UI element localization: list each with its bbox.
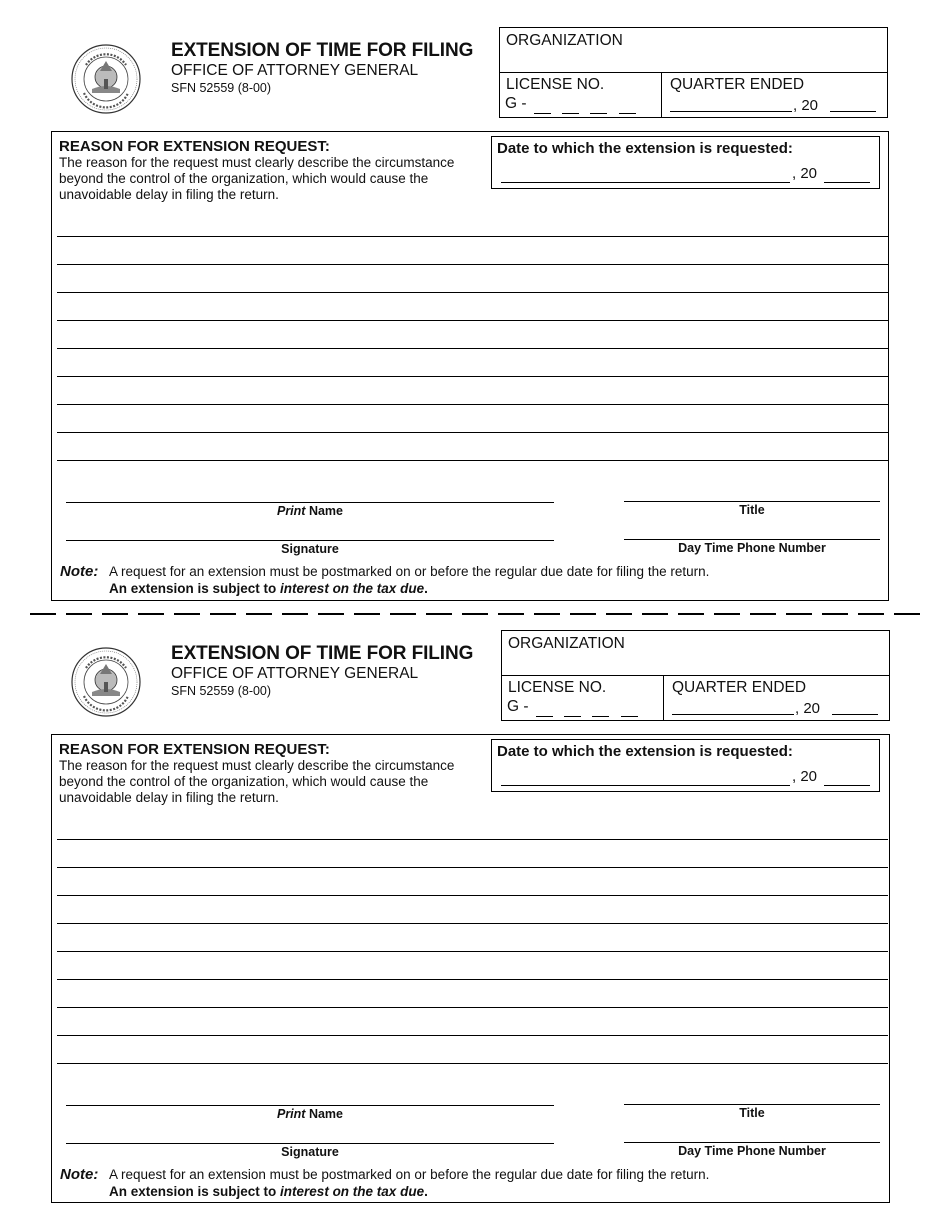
note-label: Note: [60, 563, 99, 580]
signature-line[interactable] [66, 1143, 554, 1144]
extension-year-prefix: , 20 [792, 165, 818, 182]
print-name-line[interactable] [66, 1105, 554, 1106]
extension-date-label: Date to which the extension is requested: [497, 743, 793, 760]
title-line[interactable] [624, 1104, 880, 1105]
title-line[interactable] [624, 501, 880, 502]
reason-instructions: The reason for the request must clearly describe the circumstance beyond the control of the organization, which would cause the unavoidable delay in filing the return. [59, 155, 455, 202]
note-interest-warning: An extension is subject to interest on the tax due. [109, 581, 428, 596]
license-digit-blank[interactable] [562, 113, 579, 114]
reason-line[interactable] [57, 376, 888, 377]
extension-date-blank[interactable] [501, 785, 790, 786]
extension-date-label: Date to which the extension is requested: [497, 140, 793, 157]
extension-year-blank[interactable] [824, 785, 870, 786]
quarter-year-blank[interactable] [832, 714, 878, 715]
quarter-date-blank[interactable] [670, 111, 792, 112]
license-digit-blank[interactable] [534, 113, 551, 114]
note-text: A request for an extension must be postmarked on or before the regular due date for filing the return. [109, 564, 710, 579]
phone-label: Day Time Phone Number [678, 1144, 826, 1158]
form-title: EXTENSION OF TIME FOR FILING [171, 40, 474, 61]
title-label: Title [739, 503, 765, 517]
print-name-label: Print Name [276, 1107, 343, 1121]
license-digit-blank[interactable] [564, 716, 581, 717]
reason-line[interactable] [57, 404, 888, 405]
quarter-date-blank[interactable] [672, 714, 794, 715]
license-prefix: G - [507, 698, 529, 715]
quarter-year-blank[interactable] [830, 111, 876, 112]
reason-line[interactable] [57, 839, 888, 840]
reason-section [51, 734, 890, 1203]
form-number: SFN 52559 (8-00) [171, 81, 272, 95]
reason-line[interactable] [57, 923, 888, 924]
extension-date-box[interactable] [491, 739, 880, 792]
signature-label: Signature [281, 1145, 339, 1159]
quarter-label: QUARTER ENDED [670, 76, 805, 93]
reason-line[interactable] [57, 432, 888, 433]
reason-line[interactable] [57, 979, 888, 980]
organization-label: ORGANIZATION [506, 32, 623, 49]
extension-date-box[interactable] [491, 136, 880, 189]
quarter-year-prefix: , 20 [795, 700, 821, 717]
organization-field[interactable] [502, 631, 889, 676]
license-digit-blank[interactable] [621, 716, 638, 717]
license-digit-blank[interactable] [536, 716, 553, 717]
license-digit-blank[interactable] [590, 113, 607, 114]
quarter-year-prefix: , 20 [793, 97, 819, 114]
license-label: LICENSE NO. [506, 76, 605, 93]
quarter-ended-field[interactable] [664, 676, 889, 720]
license-number-field[interactable] [500, 73, 662, 117]
reason-line[interactable] [57, 895, 888, 896]
organization-label: ORGANIZATION [508, 635, 625, 652]
form-number: SFN 52559 (8-00) [171, 684, 272, 698]
reason-line[interactable] [57, 1035, 888, 1036]
form-copy-bottom [0, 603, 950, 1203]
license-prefix: G - [505, 95, 527, 112]
header-info-box [501, 630, 890, 721]
note-label: Note: [60, 1166, 99, 1183]
phone-line[interactable] [624, 539, 880, 540]
reason-title: REASON FOR EXTENSION REQUEST: [59, 741, 330, 758]
signature-line[interactable] [66, 540, 554, 541]
phone-label: Day Time Phone Number [678, 541, 826, 555]
reason-line[interactable] [57, 264, 888, 265]
extension-year-prefix: , 20 [792, 768, 818, 785]
license-digit-blank[interactable] [592, 716, 609, 717]
reason-title: REASON FOR EXTENSION REQUEST: [59, 138, 330, 155]
reason-line[interactable] [57, 320, 888, 321]
form-copy-top [0, 0, 950, 600]
reason-line[interactable] [57, 867, 888, 868]
reason-line[interactable] [57, 1063, 888, 1064]
reason-instructions: The reason for the request must clearly describe the circumstance beyond the control of the organization, which would cause the unavoidable delay in filing the return. [59, 758, 455, 805]
title-label: Title [739, 1106, 765, 1120]
extension-year-blank[interactable] [824, 182, 870, 183]
great-seal-icon [70, 43, 142, 115]
reason-line[interactable] [57, 292, 888, 293]
license-digit-blank[interactable] [619, 113, 636, 114]
reason-line[interactable] [57, 1007, 888, 1008]
note-interest-warning: An extension is subject to interest on the tax due. [109, 1184, 428, 1199]
reason-line[interactable] [57, 460, 888, 461]
license-label: LICENSE NO. [508, 679, 607, 696]
reason-line[interactable] [57, 348, 888, 349]
form-title: EXTENSION OF TIME FOR FILING [171, 643, 474, 664]
signature-label: Signature [281, 542, 339, 556]
great-seal-icon [70, 646, 142, 718]
header-info-box [499, 27, 888, 118]
office-name: OFFICE OF ATTORNEY GENERAL [171, 62, 419, 79]
note-text: A request for an extension must be postmarked on or before the regular due date for filing the return. [109, 1167, 710, 1182]
print-name-label: Print Name [276, 504, 343, 518]
phone-line[interactable] [624, 1142, 880, 1143]
license-number-field[interactable] [502, 676, 664, 720]
reason-line[interactable] [57, 236, 888, 237]
organization-field[interactable] [500, 28, 887, 73]
reason-section [51, 131, 889, 601]
reason-line[interactable] [57, 951, 888, 952]
quarter-ended-field[interactable] [662, 73, 887, 117]
print-name-line[interactable] [66, 502, 554, 503]
office-name: OFFICE OF ATTORNEY GENERAL [171, 665, 419, 682]
quarter-label: QUARTER ENDED [672, 679, 807, 696]
extension-date-blank[interactable] [501, 182, 790, 183]
